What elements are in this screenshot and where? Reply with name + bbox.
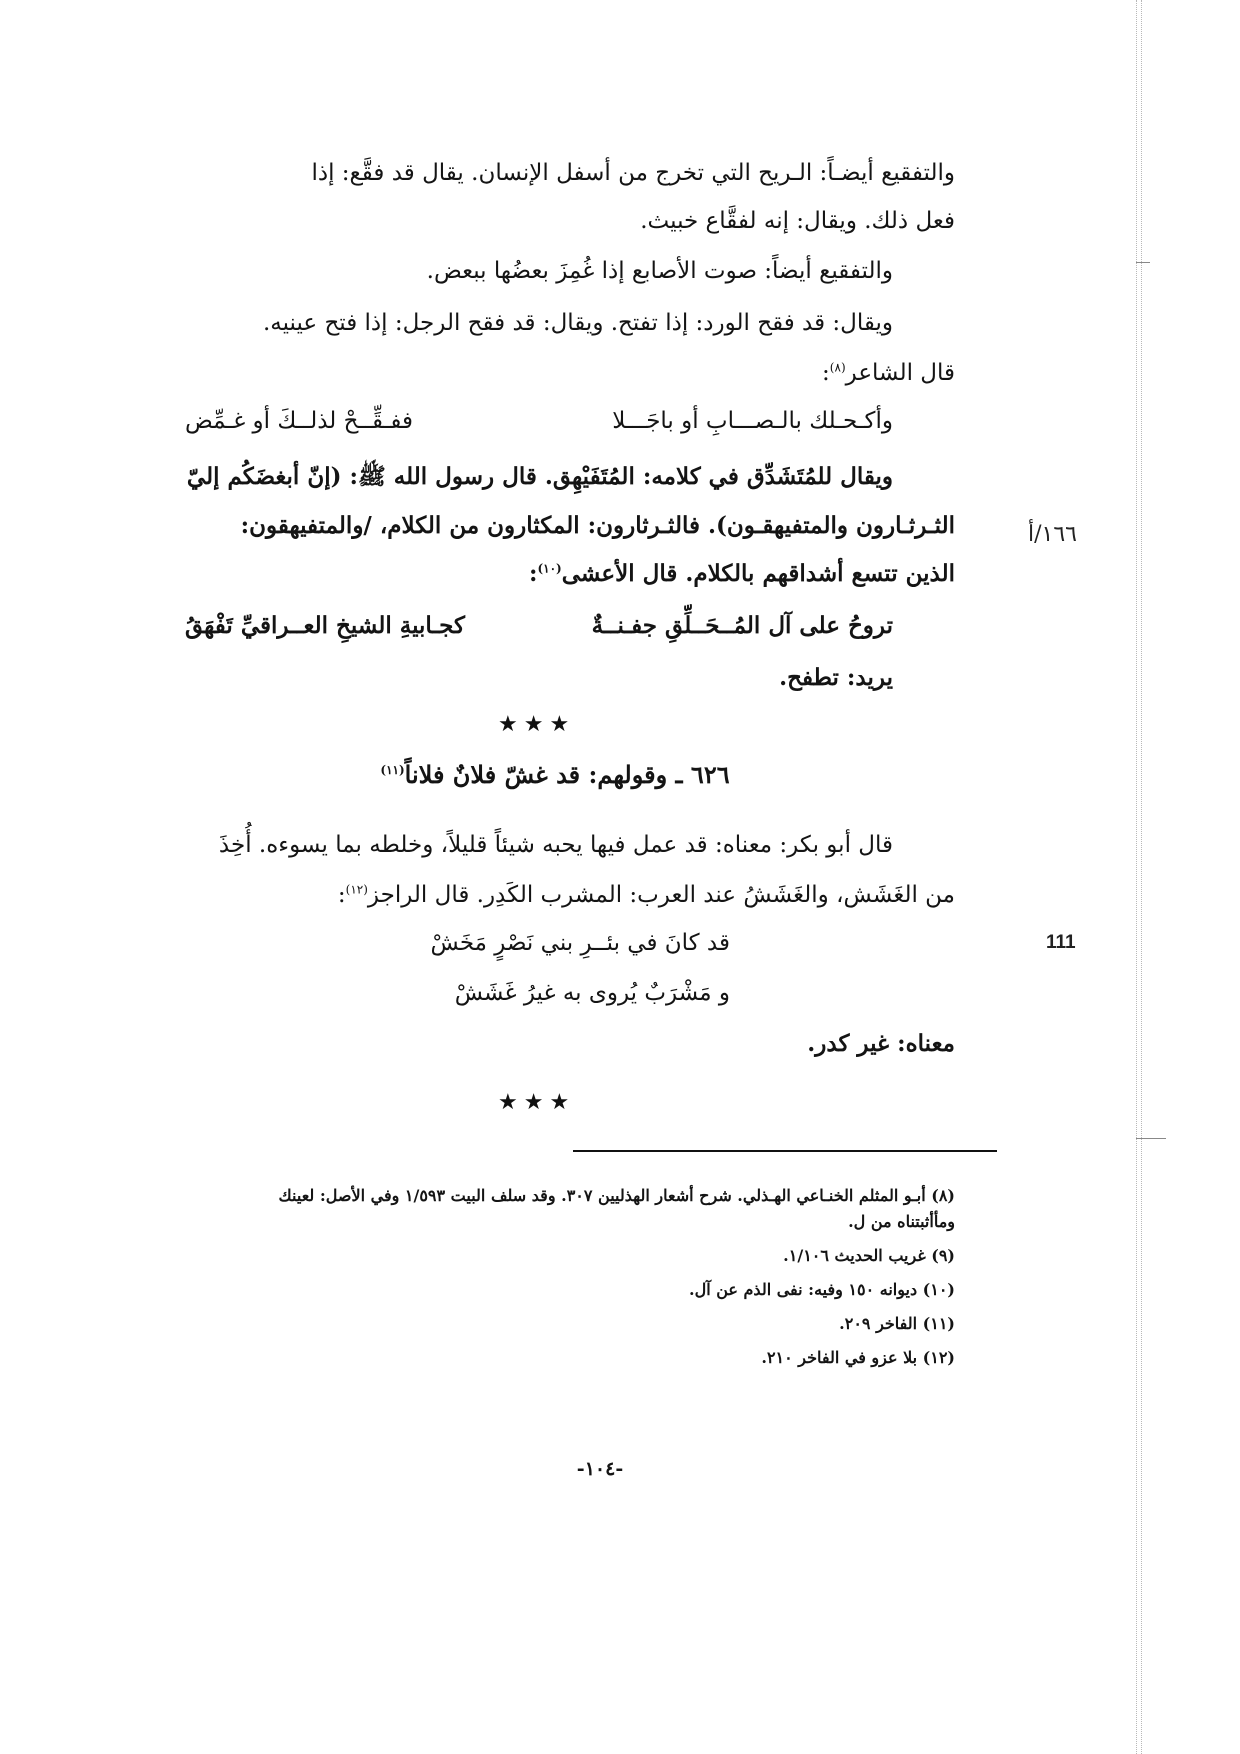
verse-line: و مَشْرَبٌ يُروى به غيرُ غَشَشْ bbox=[454, 980, 730, 1006]
text-line: يريد: تطفح. bbox=[779, 664, 893, 691]
footnote: (١٢) بلا عزو في الفاخر ٢١٠. bbox=[761, 1348, 955, 1367]
footnote-ref: (١٢) bbox=[345, 882, 368, 897]
footnote-ref: (١٠) bbox=[537, 561, 562, 576]
edition-page-ref: 111 bbox=[1046, 932, 1076, 953]
footnote: ومأأثبتناه من ل. bbox=[848, 1212, 955, 1231]
footnote: (٨) أبـو المثلم الخنـاعي الهـذلي. شرح أشعار الهذليين ٣٠٧. وقد سلف البيت ١/٥٩٣ وفي الأصل: لعينك bbox=[278, 1186, 955, 1205]
verse-1 bbox=[155, 408, 955, 442]
verse-2 bbox=[155, 612, 955, 646]
footnote-ref: (٨) bbox=[829, 360, 846, 375]
text-line: الذين تتسع أشداقهم بالكلام. قال الأعشى$^{(١٠)}$: bbox=[528, 560, 955, 587]
entry-heading bbox=[155, 760, 955, 789]
footnote: (١٠) ديوانه ١٥٠ وفيه: نفى الذم عن آل. bbox=[689, 1280, 955, 1299]
text-line: ويقال: قد فقح الورد: إذا تفتح. ويقال: قد فقح الرجل: إذا فتح عينيه. bbox=[262, 310, 893, 336]
footnote-ref: (١١) bbox=[380, 763, 405, 777]
scan-edge-line-2 bbox=[1141, 0, 1142, 1754]
verse-hemistich-left: ففـقِّــحْ لذلــكَ أو غـمِّض bbox=[185, 408, 413, 434]
verse-hemistich-right: وأكـحـلك بالـصـــابِ أو باجَـــلا bbox=[612, 408, 893, 434]
section-separator: ★★★ bbox=[498, 1090, 576, 1115]
manuscript-folio-note: ١٦٦/أ bbox=[1028, 522, 1077, 547]
text-line: قال أبو بكر: معناه: قد عمل فيها يحبه شيئاً قليلاً، وخلطه بما يسوءه. أُخِذَ bbox=[218, 832, 893, 858]
heading-text: ٦٢٦ ـ وقولهم: قد غشّ فلانٌ فلاناً bbox=[404, 760, 730, 789]
footnote: (٩) غريب الحديث ١/١٠٦. bbox=[783, 1246, 955, 1265]
footnote-rule bbox=[573, 1150, 997, 1152]
verse-hemistich-left: كجـابيةِ الشيخِ العــراقيِّ تَفْهَقُ bbox=[185, 612, 465, 639]
text-line: معناه: غير كدر. bbox=[807, 1030, 955, 1057]
text-line: والتفقيع أيضاً: صوت الأصابع إذا غُمِزَ بعضُها ببعض. bbox=[426, 258, 893, 284]
verse-line: قد كانَ في بئــرِ بني نَصْرٍ مَخَشْ bbox=[430, 930, 730, 956]
text-line: قال الشاعر$^{(٨)}$: bbox=[822, 360, 955, 386]
scan-edge-tick bbox=[1136, 262, 1150, 263]
text-line: والتفقيع أيضـاً: الـريح التي تخرج من أسفل الإنسان. يقال قد فقَّع: إذا bbox=[311, 160, 955, 186]
text-span: الذين تتسع أشداقهم بالكلام. قال الأعشى bbox=[561, 560, 955, 587]
page-number: -١٠٤- bbox=[576, 1458, 624, 1480]
rajaz-verse-line bbox=[155, 980, 955, 1014]
rajaz-verse-line bbox=[155, 930, 955, 964]
text-line: الثـرثـارون والمتفيهقـون). فالثـرثارون: المكثارون من الكلام، /والمتفيهقون: bbox=[240, 512, 955, 539]
footnote: (١١) الفاخر ٢٠٩. bbox=[839, 1314, 955, 1333]
text-line: فعل ذلك. ويقال: إنه لفقَّاع خبيث. bbox=[640, 208, 955, 234]
scan-edge-tick bbox=[1136, 1138, 1166, 1139]
text-span: من الغَشَش، والغَشَشُ عند العرب: المشرب الكَدِر. قال الراجز bbox=[367, 882, 955, 908]
verse-hemistich-right: تروحُ على آل المُــحَــلِّقِ جفـنــةٌ bbox=[591, 612, 893, 639]
text-line: ويقال للمُتَشَدِّق في كلامه: المُتَفَيْهِق. قال رسول الله ﷺ: (إنّ أبغضَكُم إليّ bbox=[186, 463, 893, 490]
text-span: قال الشاعر bbox=[845, 360, 955, 386]
section-separator: ★★★ bbox=[498, 712, 576, 737]
text-line: من الغَشَش، والغَشَشُ عند العرب: المشرب الكَدِر. قال الراجز$^{(١٢)}$: bbox=[337, 882, 955, 908]
scan-edge-line bbox=[1136, 0, 1137, 1754]
